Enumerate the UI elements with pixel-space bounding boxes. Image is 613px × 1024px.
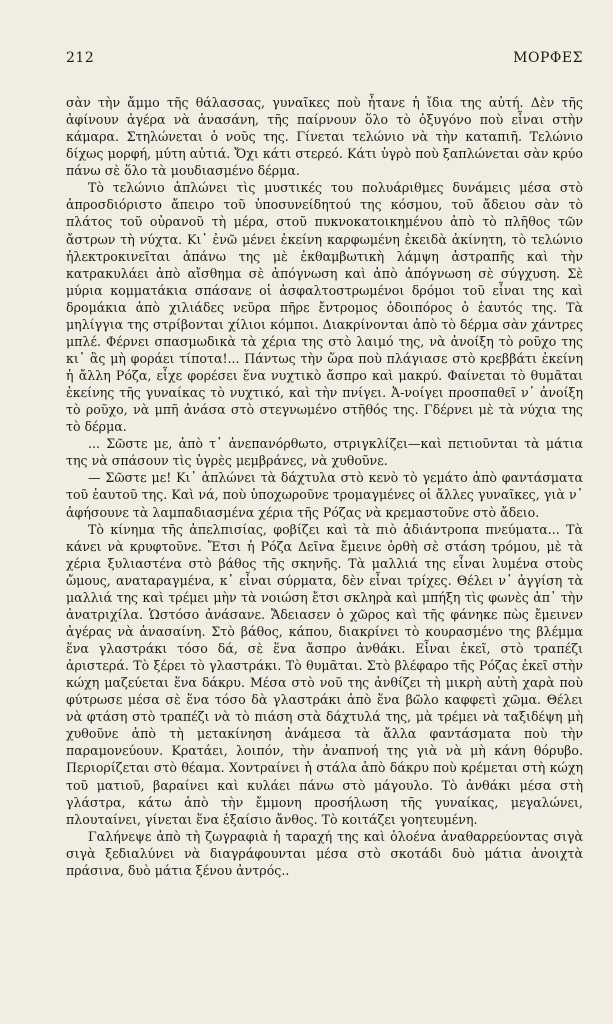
running-title: ΜΟΡΦΕΣ (513, 50, 583, 66)
paragraph: ... Σῶστε με, ἀπὸ τ᾽ ἀνεπανόρθωτο, στριγκλίζει—καὶ πετιοῦνται τὰ μάτια της νὰ σπάσουν τὶς ὑγρὲς μεμβράνες, νὰ χυθοῦνε. (66, 436, 583, 469)
paragraph: Τὸ κίνημα τῆς ἀπελπισίας, φοβίζει καὶ τὰ πιὸ ἀδιάντροπα πνεύματα... Τὰ κάνει νὰ κρυφτοῦνε. Ἔτσι ἡ Ρόζα Δεῖνα ἔμεινε ὀρθὴ σὲ στάση τρόμου, μὲ τὰ χέρια ξυλιαστένα στὸ βάθος τῆς σκηνῆς. Τὰ μαλλιά της εἶναι λυμένα στοὺς ὤμους, αναταραγμένα, κ᾽ εἶναι σύρματα, δὲν εἶναι τρίχες. Θέλει ν᾽ ἀγγίση τὰ μαλλιά της καὶ τρέμει μὴν τὰ νοιώση ἔτσι σκληρὰ καὶ μπήξη τὶς φωνὲς ἀπ᾽ τὴν ἀνατριχίλα. Ὡστόσο ἀνάσανε. Ἄδειασεν ὁ χῶρος καὶ τῆς φάνηκε πὼς ἔμεινεν ἀγέρας νὰ ἀνασαίνη. Στὸ βάθος, κάπου, διακρίνει τὸ κουρασμένο της βλέμμα ἕνα γλαστράκι τόσο δά, σὲ ἕνα ἄσπρο ἀνθάκι. Εἶναι ἐκεῖ, στὸ τραπέζι ἀριστερά. Τὸ ξέρει τὸ γλαστράκι. Τὸ θυμᾶται. Στὸ βλέφαρο τῆς Ρόζας ἐκεῖ στὴν κώχη μαζεύεται ἕνα δάκρυ. Μέσα στὸ νοῦ της ἀνθίζει τὴ μικρὴ αὐτὴ χαρὰ ποὺ φύτρωσε μέσα σὲ ἕνα τόσο δὰ γλαστράκι ἀπὸ ἕνα βῶλο καφφετὶ χῶμα. Θέλει νὰ φτάση στὸ τραπέζι νὰ τὸ πιάση στὰ δάχτυλά της, μὰ τρέμει νὰ ταξιδέψη μὴ χυθοῦνε ἀπὸ τὴ μετακίνηση ἀνάμεσα τὰ ἄλλα φαντάσματα ποὺ τὴν παραμονεύουν. Κρατάει, λοιπόν, τὴν ἀναπνοή της γιὰ νὰ μὴ κάνη θόρυβο. Περιορίζεται στὸ θέαμα. Χοντραίνει ἡ στάλα ἀπὸ δάκρυ ποὺ κρέμεται στὴ κώχη τοῦ ματιοῦ, βαραίνει καὶ κυλάει πάνω στὸ μάγουλο. Τὸ ἀνθάκι μέσα στὴ γλάστρα, κάτω ἀπὸ τὴν ἔμμονη προσήλωση τῆς γυναίκας, μεγαλώνει, πλουταίνει, γίνεται ἕνα ἐξαίσιο ἄνθος. Τὸ κοιτάζει γοητευμένη. (66, 521, 583, 827)
page-number: 212 (66, 50, 95, 66)
body-text (66, 94, 583, 879)
paragraph: Γαλήνεψε ἀπὸ τὴ ζωγραφιὰ ἡ ταραχή της καὶ ὁλοένα ἀναθαρρεύοντας σιγὰ σιγὰ ξεδιαλύνει νὰ διαγράφουνται μέσα στὸ σκοτάδι δυὸ μάτια ἀνοιχτὰ πράσινα, δυὸ μάτια ξένου ἀντρός.. (66, 828, 583, 878)
paragraph: — Σῶστε με! Κι᾽ ἁπλώνει τὰ δάχτυλα στὸ κενὸ τὸ γεμάτο ἀπὸ φαντάσματα τοῦ ἑαυτοῦ της. Καὶ νά, ποὺ ὑποχωροῦνε τρομαγμένες οἱ ἄλλες γυναῖκες, γιὰ ν᾽ ἀφήσουνε τὰ λαμπαδιασμένα χέρια τῆς Ρόζας νὰ κρεμαστοῦνε στὸ ἄδειο. (66, 470, 583, 520)
paragraph: σὰν τὴν ἄμμο τῆς θάλασσας, γυναῖκες ποὺ ἦτανε ἡ ἴδια της αὐτή. Δὲν τῆς ἀφίνουν ἀγέρα νὰ ἀνασάνη, τῆς παίρνουν ὅλο τὸ ὀξυγόνο ποὺ εἶναι στὴν κάμαρα. Στηλώνεται ὁ νοῦς της. Γίνεται τελώνιο νὰ τὴν καταπιῆ. Τελώνιο δίχως μορφή, μύτη αὐτιά. Ὄχι κάτι στερεό. Κάτι ὑγρὸ ποὺ ξαπλώνεται σὰν κρύο πάνω σὲ ὅλο τὰ μουδιασμένο δέρμα. (66, 95, 583, 179)
running-header (66, 50, 583, 66)
paragraph: Τὸ τελώνιο ἁπλώνει τὶς μυστικές του πολυάριθμες δυνάμεις μέσα στὸ ἀπροσδιόριστο ἄπειρο τοῦ ὑποσυνείδητού της κόσμου, τοῦ ἄδειου σὰν τὸ πλάτος τοῦ οὐρανοῦ τὴ μέρα, στοῦ πυκνοκατοικημένου ἀπὸ τὸ πλῆθος τῶν ἄστρων τὴ νύχτα. Κι᾽ ἐνῶ μένει ἐκείνη καρφωμένη ἐκειδὰ ἀκίνητη, τὸ τελώνιο ἠλεκτροκινεῖται ἀπάνω της μὲ ἐκθαμβωτικὴ λάμψη ἀστραπῆς καὶ τὴν κατρακυλάει ἀπὸ αἴσθημα σὲ ἀπόγνωση καὶ ἀπὸ ἀπόγνωση σὲ σύγχυση. Σὲ μύρια κομματάκια σπάσανε οἱ ἀσφαλτοστρωμένοι δρόμοι τοῦ εἶναι της καὶ δρομάκια ἀπὸ χιλιάδες νεῦρα πῆρε ἔντρομος ὁδοιπόρος ὁ ἑαυτός της. Τὰ μηλίγγια της στρίβονται χίλιοι κόμποι. Διακρίνονται ἀπὸ τὸ δέρμα σὰν χάντρες μπλέ. Φέρνει σπασμωδικὰ τὰ χέρια της στὸ λαιμό της, νὰ ἀνοίξη τὸ ροῦχο της κι᾽ ἂς μὴ φοράει τίποτα!... Πάντως τὴν ὥρα ποὺ πλάγιασε στὸ κρεββάτι ἐκείνη ἡ ἄλλη Ρόζα, εἶχε φορέσει ἕνα νυχτικὸ ἄσπρο καὶ μακρύ. Φαίνεται τὸ θυμᾶται ἐκείνης τῆς γυναίκας τὸ νυχτικό, καὶ τὴν πνίγει. Ἀ-νοίγει προσπαθεῖ ν᾽ ἀνοίξη τὸ ροῦχο, νὰ μπῆ ἀνάσα στὸ στεγνωμένο στῆθός της. Γδέρνει μὲ τὰ νύχια της τὸ δέρμα. (66, 180, 583, 435)
